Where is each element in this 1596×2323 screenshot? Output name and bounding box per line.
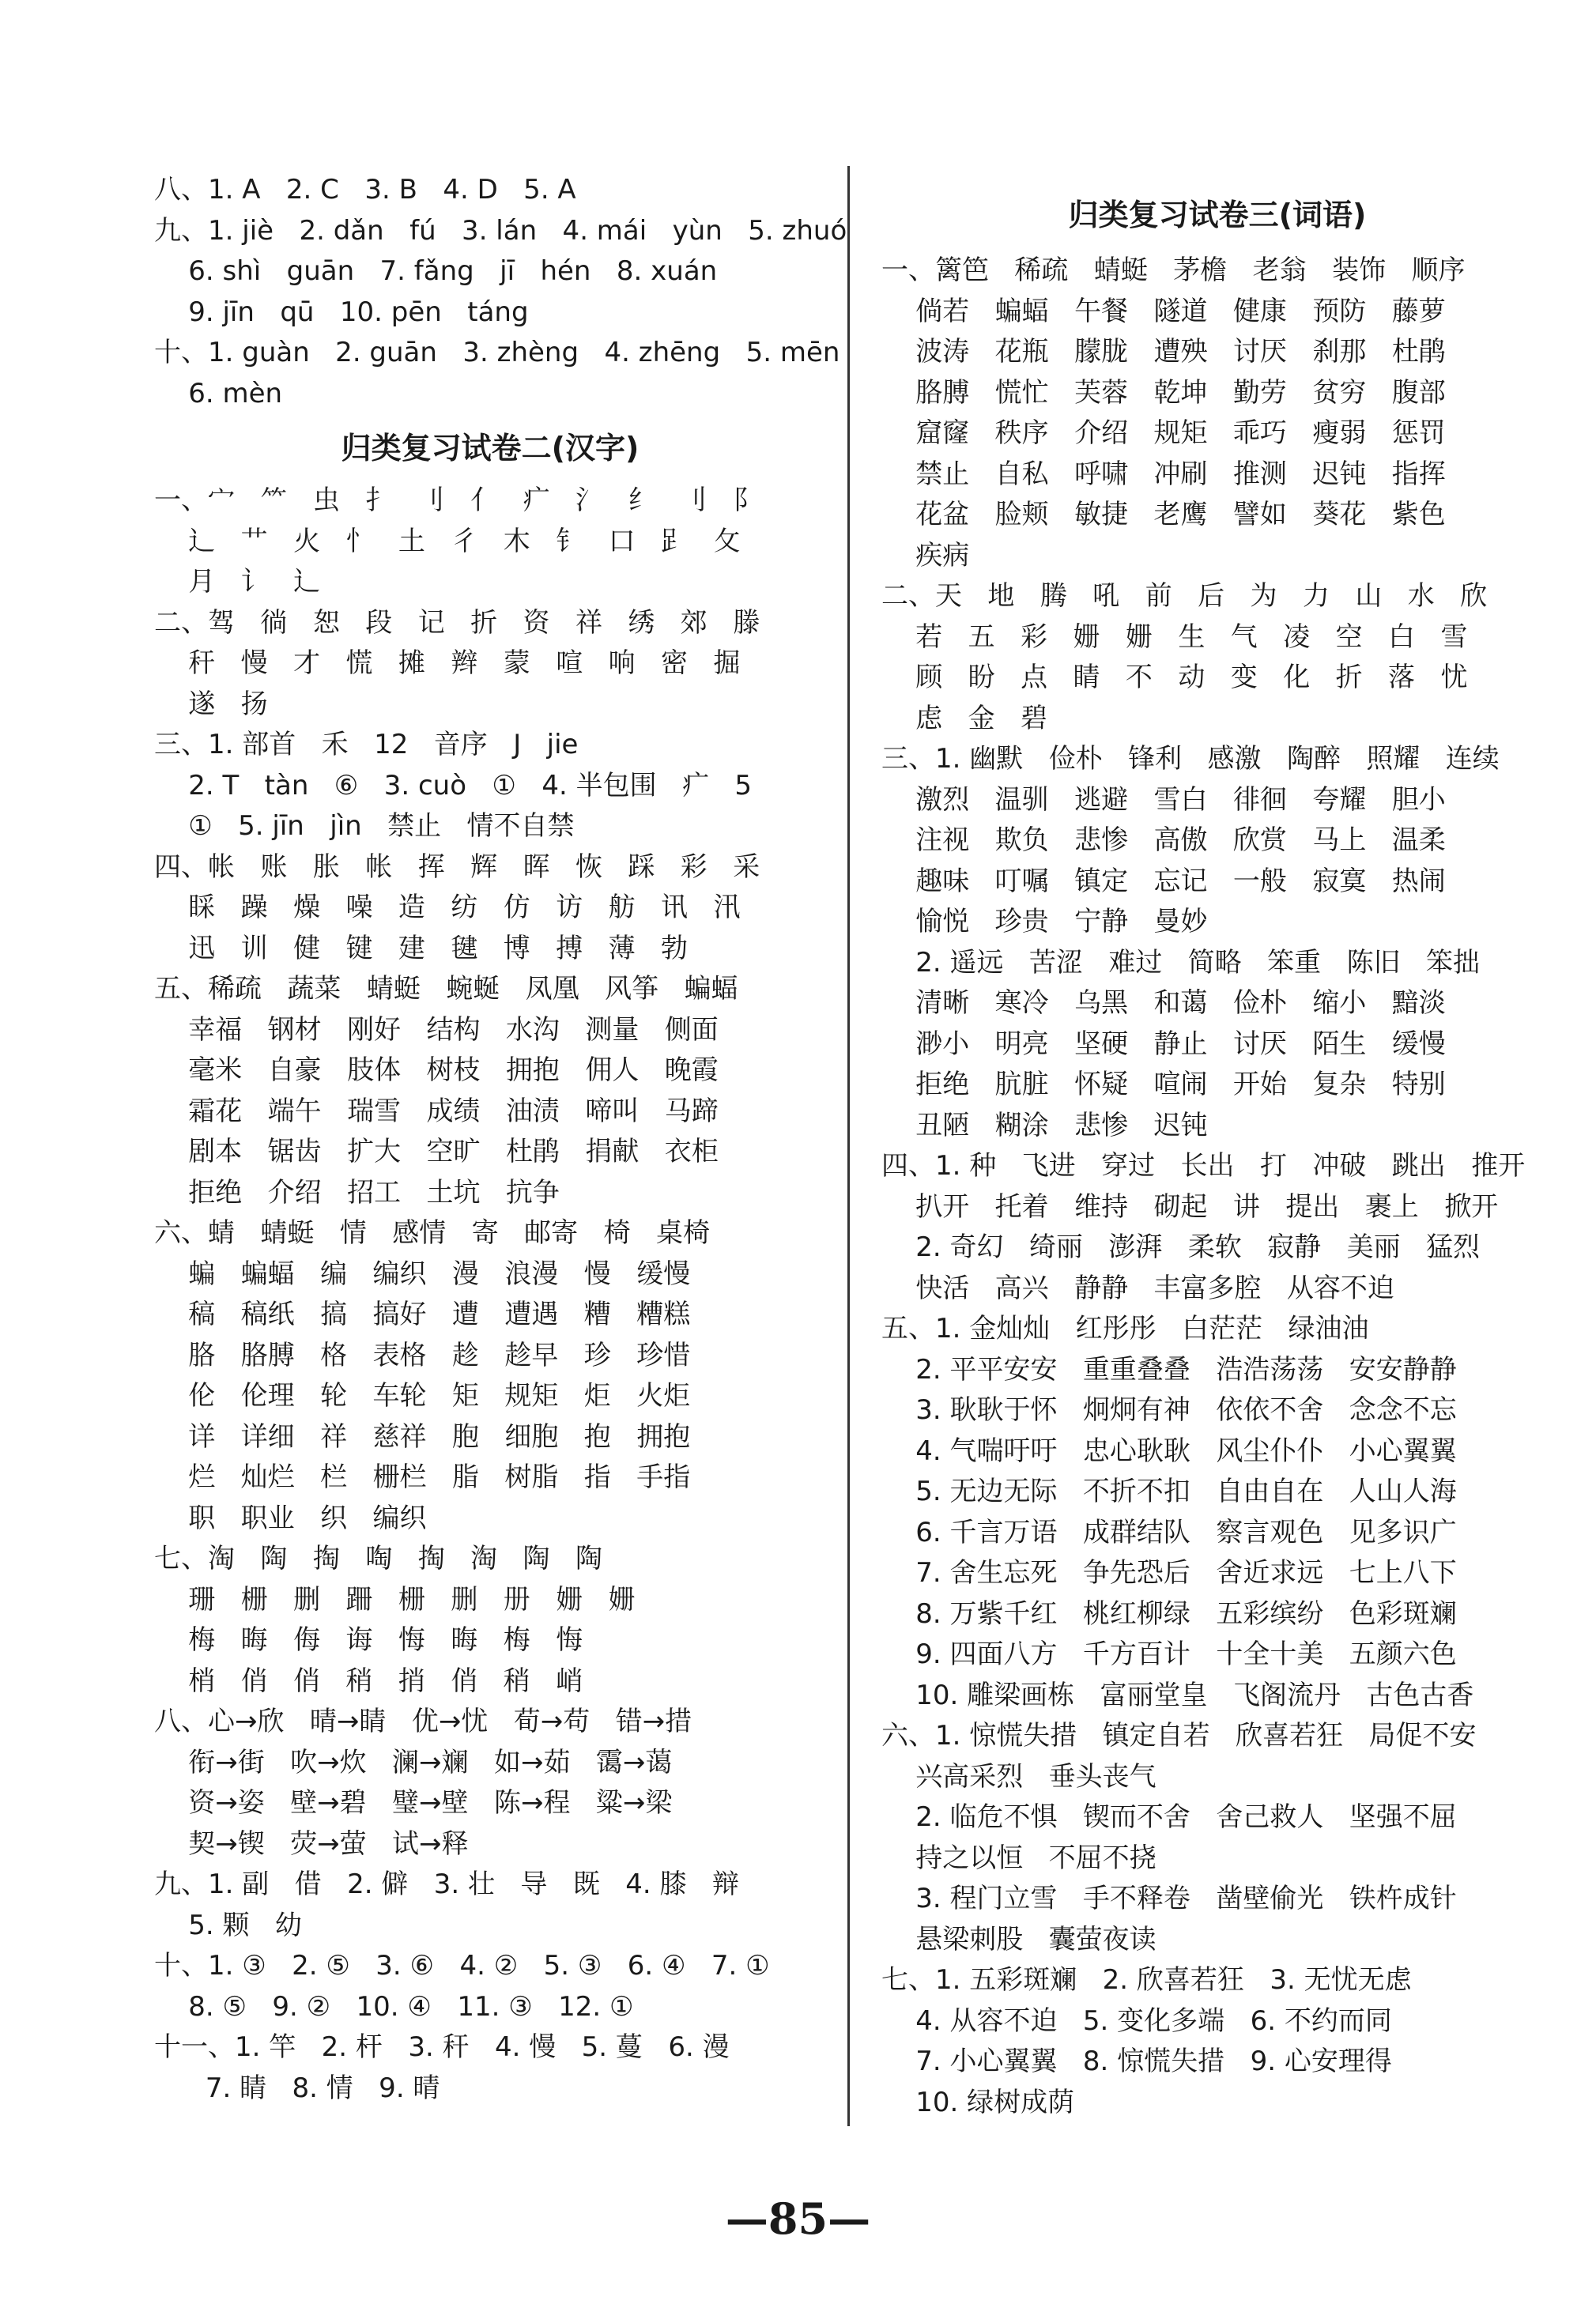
answer-line: 倘若 蝙蝠 午餐 隧道 健康 预防 藤萝 (881, 295, 1446, 327)
answer-line: 五、稀疏 蔬菜 蜻蜓 蜿蜒 凤凰 风筝 蝙蝠 (154, 973, 738, 1005)
answer-line: 九、1. 副 借 2. 僻 3. 壮 导 既 4. 膝 辩 (154, 1869, 739, 1900)
page-number: —85— (725, 2193, 871, 2244)
answer-line: 三、1. 幽默 俭朴 锋利 感激 陶醉 照耀 连续 (881, 743, 1500, 775)
answer-line: 月 讠 辶 (154, 566, 321, 598)
answer-line: 丑陋 糊涂 悲惨 迟钝 (881, 1109, 1208, 1141)
answer-line: ① 5. jīn jìn 禁止 情不自禁 (154, 810, 575, 842)
answer-line: 幸福 钢材 刚好 结构 水沟 测量 侧面 (154, 1013, 719, 1046)
answer-block-1 (154, 170, 847, 414)
answer-line: 2. T tàn ⑥ 3. cuò ① 4. 半包围 疒 5 (154, 769, 753, 801)
answer-line: 梢 俏 俏 稍 捎 俏 稍 峭 (154, 1665, 583, 1697)
answer-line: 花盆 脸颊 敏捷 老鹰 譬如 葵花 紫色 (881, 499, 1446, 530)
column-divider (847, 166, 850, 2126)
answer-line: 快活 高兴 静静 丰富多腔 从容不迫 (881, 1272, 1394, 1304)
section-heading-3: 归类复习试卷三(词语) (1068, 198, 1367, 232)
answer-line: 梅 晦 侮 诲 悔 晦 梅 悔 (154, 1624, 583, 1656)
answer-line: 睬 躁 燥 噪 造 纺 仿 访 舫 讯 汛 (154, 892, 741, 923)
answer-line: 四、帐 账 胀 帐 挥 辉 晖 恢 踩 彩 采 (154, 850, 760, 883)
answer-line: 烂 灿烂 栏 栅栏 脂 树脂 指 手指 (154, 1461, 691, 1493)
answer-line: 2. 平平安安 重重叠叠 浩浩荡荡 安安静静 (881, 1353, 1457, 1386)
answer-block-3 (881, 251, 1553, 2123)
answer-line: 8. ⑤ 9. ② 10. ④ 11. ③ 12. ① (154, 1990, 634, 2023)
answer-line: 蝙 蝙蝠 编 编织 漫 浪漫 慢 缓慢 (154, 1258, 691, 1290)
answer-line: 9. 四面八方 千方百计 十全十美 五颜六色 (881, 1639, 1457, 1670)
answer-line: 一、宀 ⺮ 虫 扌 刂 亻 疒 氵 纟 刂 阝 (154, 485, 760, 516)
answer-line: 5. 无边无际 不折不扣 自由自在 人山人海 (881, 1476, 1457, 1507)
answer-line: 八、1. A 2. C 3. B 4. D 5. A (154, 174, 576, 206)
answer-line: 波涛 花瓶 朦胧 遭殃 讨厌 刹那 杜鹃 (881, 336, 1446, 368)
answer-line: 五、1. 金灿灿 红彤彤 白茫茫 绿油油 (881, 1313, 1369, 1344)
answer-line: 9. jīn qū 10. pēn táng (154, 296, 529, 328)
answer-line: 2. 遥远 苦涩 难过 简略 笨重 陈旧 笨拙 (881, 946, 1481, 979)
answer-block-2 (154, 481, 826, 2109)
answer-line: 遂 扬 (154, 688, 268, 720)
answer-line: 九、1. jiè 2. dǎn fú 3. lán 4. mái yùn 5. zhuó (154, 214, 847, 247)
answer-line: 注视 欺负 悲惨 高傲 欣赏 马上 温柔 (881, 824, 1446, 856)
answer-line: 十、1. guàn 2. guān 3. zhèng 4. zhēng 5. mēn (154, 337, 840, 368)
answer-line: 2. 临危不惧 锲而不舍 舍己救人 坚强不屈 (881, 1801, 1457, 1833)
answer-line: 霜花 端午 瑞雪 成绩 油渍 啼叫 马蹄 (154, 1095, 719, 1127)
answer-line: 拒绝 肮脏 怀疑 喧闹 开始 复杂 特别 (881, 1069, 1446, 1100)
answer-line: 6. 千言万语 成群结队 察言观色 见多识广 (881, 1516, 1457, 1548)
answer-line: 详 详细 祥 慈祥 胞 细胞 抱 拥抱 (154, 1420, 691, 1453)
answer-line: 六、蜻 蜻蜓 情 感情 寄 邮寄 椅 桌椅 (154, 1217, 710, 1249)
answer-line: 十一、1. 竿 2. 杆 3. 秆 4. 慢 5. 蔓 6. 漫 (154, 2031, 730, 2063)
answer-line: 4. 气喘吁吁 忠心耿耿 风尘仆仆 小心翼翼 (881, 1435, 1457, 1467)
answer-line: 伦 伦理 轮 车轮 矩 规矩 炬 火炬 (154, 1380, 691, 1412)
answer-line: 四、1. 种 飞进 穿过 长出 打 冲破 跳出 推开 (881, 1150, 1526, 1182)
answer-line: 兴高采烈 垂头丧气 (881, 1760, 1156, 1793)
answer-line: 迅 训 健 键 建 毽 博 搏 薄 勃 (154, 932, 689, 964)
answer-line: 七、淘 陶 掏 啕 掏 淘 陶 陶 (154, 1543, 602, 1574)
answer-line: 若 五 彩 姗 姗 生 气 凌 空 白 雪 (881, 620, 1468, 653)
answer-line: 二、天 地 腾 吼 前 后 为 力 山 水 欣 (881, 580, 1488, 612)
right-column (881, 170, 1553, 2123)
answer-line: 三、1. 部首 禾 12 音序 J jie (154, 729, 579, 760)
answer-line: 辶 艹 火 忄 土 彳 木 钅 口 𧾷 攵 (154, 525, 741, 557)
section-heading-2: 归类复习试卷二(汉字) (341, 431, 640, 466)
answer-line: 愉悦 珍贵 宁静 曼妙 (881, 906, 1208, 937)
answer-line: 一、篱笆 稀疏 蜻蜓 茅檐 老翁 装饰 顺序 (881, 255, 1466, 286)
answer-line: 窟窿 秩序 介绍 规矩 乖巧 瘦弱 惩罚 (881, 417, 1446, 449)
answer-line: 8. 万紫千红 桃红柳绿 五彩缤纷 色彩斑斓 (881, 1597, 1457, 1630)
answer-line: 悬梁刺股 囊萤夜读 (881, 1923, 1156, 1955)
answer-line: 2. 奇幻 绮丽 澎湃 柔软 寂静 美丽 猛烈 (881, 1231, 1481, 1263)
answer-line: 二、驾 徜 恕 段 记 折 资 祥 绣 郊 滕 (154, 606, 760, 639)
answer-line: 激烈 温驯 逃避 雪白 徘徊 夸耀 胆小 (881, 783, 1446, 816)
answer-line: 10. 雕梁画栋 富丽堂皇 飞阁流丹 古色古香 (881, 1679, 1474, 1711)
answer-line: 拒绝 介绍 招工 土坑 抗争 (154, 1176, 560, 1209)
answer-line: 扒开 托着 维持 砌起 讲 提出 裹上 掀开 (881, 1190, 1499, 1223)
answer-line: 7. 睛 8. 情 9. 晴 (154, 2072, 440, 2104)
answer-line: 3. 耿耿于怀 炯炯有神 依依不舍 念念不忘 (881, 1394, 1457, 1426)
answer-line: 4. 从容不迫 5. 变化多端 6. 不约而同 (881, 2004, 1392, 2037)
answer-line: 毫米 自豪 肢体 树枝 拥抱 佣人 晚霞 (154, 1054, 719, 1086)
answer-line: 清晰 寒冷 乌黑 和蔼 俭朴 缩小 黯淡 (881, 987, 1446, 1019)
answer-line: 6. shì guān 7. fǎng jī hén 8. xuán (154, 255, 718, 287)
answer-line: 胳膊 慌忙 芙蓉 乾坤 勤劳 贫穷 腹部 (881, 376, 1446, 409)
answer-line: 十、1. ③ 2. ⑤ 3. ⑥ 4. ② 5. ③ 6. ④ 7. ① (154, 1950, 770, 1982)
answer-line: 衔→街 吹→炊 澜→斓 如→茹 霭→蔼 (154, 1746, 673, 1778)
answer-line: 资→姿 壁→碧 璧→壁 陈→程 粱→梁 (154, 1787, 673, 1819)
answer-line: 3. 程门立雪 手不释卷 凿壁偷光 铁杵成针 (881, 1883, 1457, 1914)
answer-line: 5. 颗 幼 (154, 1909, 302, 1941)
answer-line: 珊 栅 删 跚 栅 删 册 姗 姗 (154, 1583, 636, 1616)
answer-line: 虑 金 碧 (881, 702, 1048, 734)
answer-line: 六、1. 惊慌失措 镇定自若 欣喜若狂 局促不安 (881, 1720, 1477, 1752)
answer-line: 7. 舍生忘死 争先恐后 舍近求远 七上八下 (881, 1557, 1457, 1589)
answer-line: 禁止 自私 呼啸 冲刷 推测 迟钝 指挥 (881, 458, 1446, 490)
answer-line: 6. mèn (154, 377, 283, 409)
answer-line: 职 职业 织 编织 (154, 1502, 427, 1534)
left-column (154, 170, 847, 2109)
answer-line: 持之以恒 不屈不挠 (881, 1842, 1156, 1874)
answer-line: 七、1. 五彩斑斓 2. 欣喜若狂 3. 无忧无虑 (881, 1964, 1412, 1996)
answer-line: 八、心→欣 晴→睛 优→忧 荀→苟 错→措 (154, 1706, 692, 1737)
answer-line: 顾 盼 点 睛 不 动 变 化 折 落 忧 (881, 662, 1468, 693)
answer-line: 胳 胳膊 格 表格 趁 趁早 珍 珍惜 (154, 1339, 691, 1371)
answer-line: 10. 绿树成荫 (881, 2086, 1075, 2118)
answer-line: 渺小 明亮 坚硬 静止 讨厌 陌生 缓慢 (881, 1028, 1446, 1060)
answer-line: 7. 小心翼翼 8. 惊慌失措 9. 心安理得 (881, 2046, 1392, 2077)
answer-line: 趣味 叮嘱 镇定 忘记 一般 寂寞 热闹 (881, 865, 1446, 897)
answer-line: 秆 慢 才 慌 摊 辫 蒙 喧 响 密 掘 (154, 647, 741, 679)
answer-line: 剧本 锯齿 扩大 空旷 杜鹃 捐献 衣柜 (154, 1136, 719, 1167)
answer-line: 契→锲 荧→萤 试→释 (154, 1827, 469, 1860)
answer-line: 稿 稿纸 搞 搞好 遭 遭遇 糟 糟糕 (154, 1299, 691, 1330)
answer-line: 疾病 (881, 539, 970, 571)
